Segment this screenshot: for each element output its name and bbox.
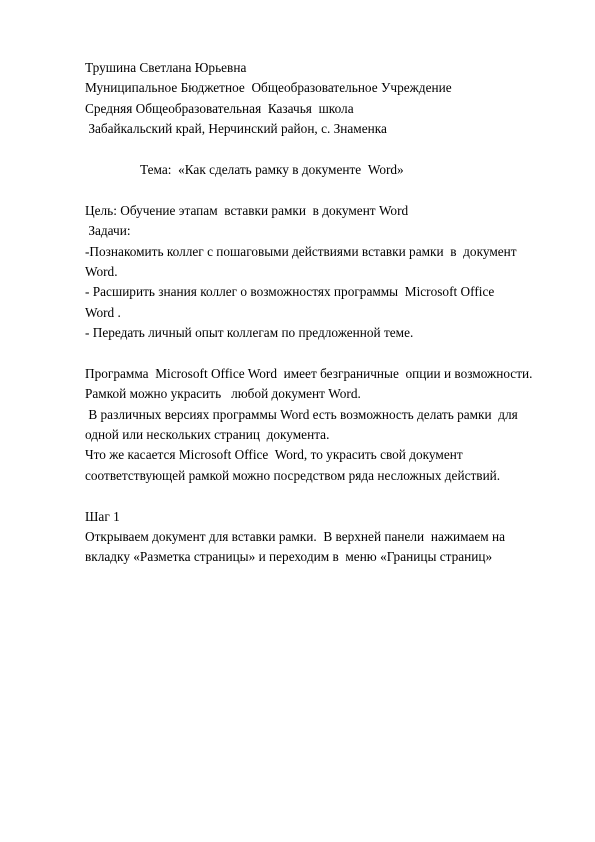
task-2-line-2: Word . [85,304,121,320]
step-1-line-1: Открываем документ для вставки рамки. В верхней панели нажимаем на [85,528,506,544]
spacer [85,343,565,363]
goal-line: Цель: Обучение этапам вставки рамки в документ Word [85,202,409,218]
intro-line-5: Что же касается Microsoft Office Word, то украсить свой документ [85,447,463,463]
author-name: Трушина Светлана Юрьевна [85,60,247,75]
spacer [85,180,565,200]
location-line: Забайкальский край, Нерчинский район, с. Знаменка [85,121,387,137]
intro-line-2: Рамкой можно украсить любой документ Word. [85,386,361,402]
task-2-line-1: - Расширить знания коллег о возможностях программы Microsoft Office [85,284,495,300]
intro-line-6: соответствующей рамкой можно посредством ряда несложных действий. [85,467,501,483]
task-3: - Передать личный опыт коллегам по предложенной теме. [85,325,414,341]
tasks-title: Задачи: [85,223,131,239]
document-body [85,58,565,568]
task-1-line-2: Word. [85,263,118,279]
intro-line-3: В различных версиях программы Word есть возможность делать рамки для [85,406,518,422]
topic-line: Тема: «Как сделать рамку в документе Word» [140,161,404,177]
organization-line-1: Муниципальное Бюджетное Общеобразовательное Учреждение [85,80,452,96]
spacer [85,486,565,506]
task-1-line-1: -Познакомить коллег с пошаговыми действиями вставки рамки в документ [85,243,517,259]
intro-line-4: одной или нескольких страниц документа. [85,427,330,443]
organization-line-2: Средняя Общеобразовательная Казачья школа [85,100,354,116]
spacer [85,140,565,160]
step-1-line-2: вкладку «Разметка страницы» и переходим в меню «Границы страниц» [85,549,493,565]
intro-line-1: Программа Microsoft Office Word имеет безграничные опции и возможности. [85,365,533,381]
step-1-title: Шаг 1 [85,508,120,524]
